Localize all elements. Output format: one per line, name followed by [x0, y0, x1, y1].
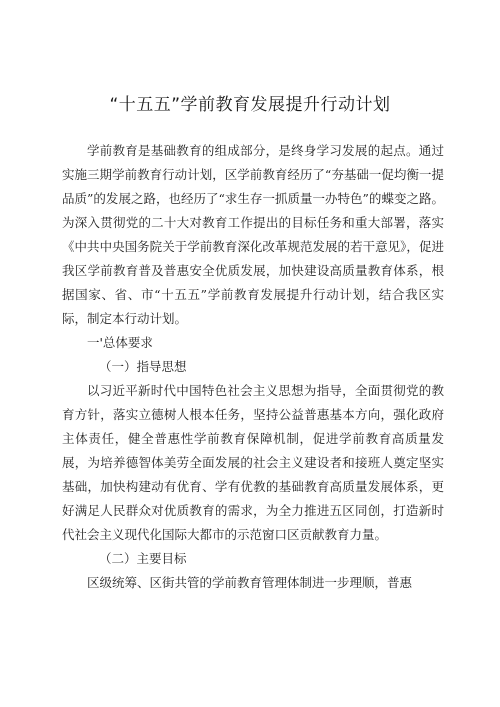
intro-paragraph: 学前教育是基础教育的组成部分，是终身学习发展的起点。通过实施三期学前教育行动计划，区学前教育经历了“夯基础一促均衡一提品质”的发展之路，也经历了“求生存一抓质量一办特色”的蝶变之路。为深入贯彻党的二十大对教育工作提出的目标任务和重大部署，落实《中共中央国务院关于学前教育深化改革规范发展的若干意见》，促进我区学前教育普及普惠安全优质发展，加快建设高质量教育体系，根据国家、省、市“十五五”学前教育发展提升行动计划，结合我区实际，制定本行动计划。	[62, 143, 444, 326]
guiding-ideology-paragraph: 以习近平新时代中国特色社会主义思想为指导，全面贯彻党的教育方针，落实立德树人根本任务，坚持公益普惠基本方向，强化政府主体责任，健全普惠性学前教育保障机制，促进学前教育高质量发展，为培养德智体美劳全面发展的社会主义建设者和接班人奠定坚实基础，加快构建动有优育、学有优教的基础教育高质量发展体系，更好满足人民群众对优质教育的需求，为全力推进五区同创，打造新时代社会主义现代化国际大都市的示范窗口区贡献教育力量。	[62, 383, 444, 542]
document-body	[62, 139, 444, 595]
subsection-heading-guiding-ideology: （一）指导思想	[99, 359, 187, 374]
document-title: “十五五”学前教育发展提升行动计划	[109, 95, 391, 115]
section-heading-general-requirements: 一'总体要求	[87, 335, 153, 350]
main-goals-paragraph: 区级统筹、区街共管的学前教育管理体制进一步理顺，普惠	[87, 575, 413, 590]
subsection-heading-main-goals: （二）主要目标	[99, 551, 187, 566]
